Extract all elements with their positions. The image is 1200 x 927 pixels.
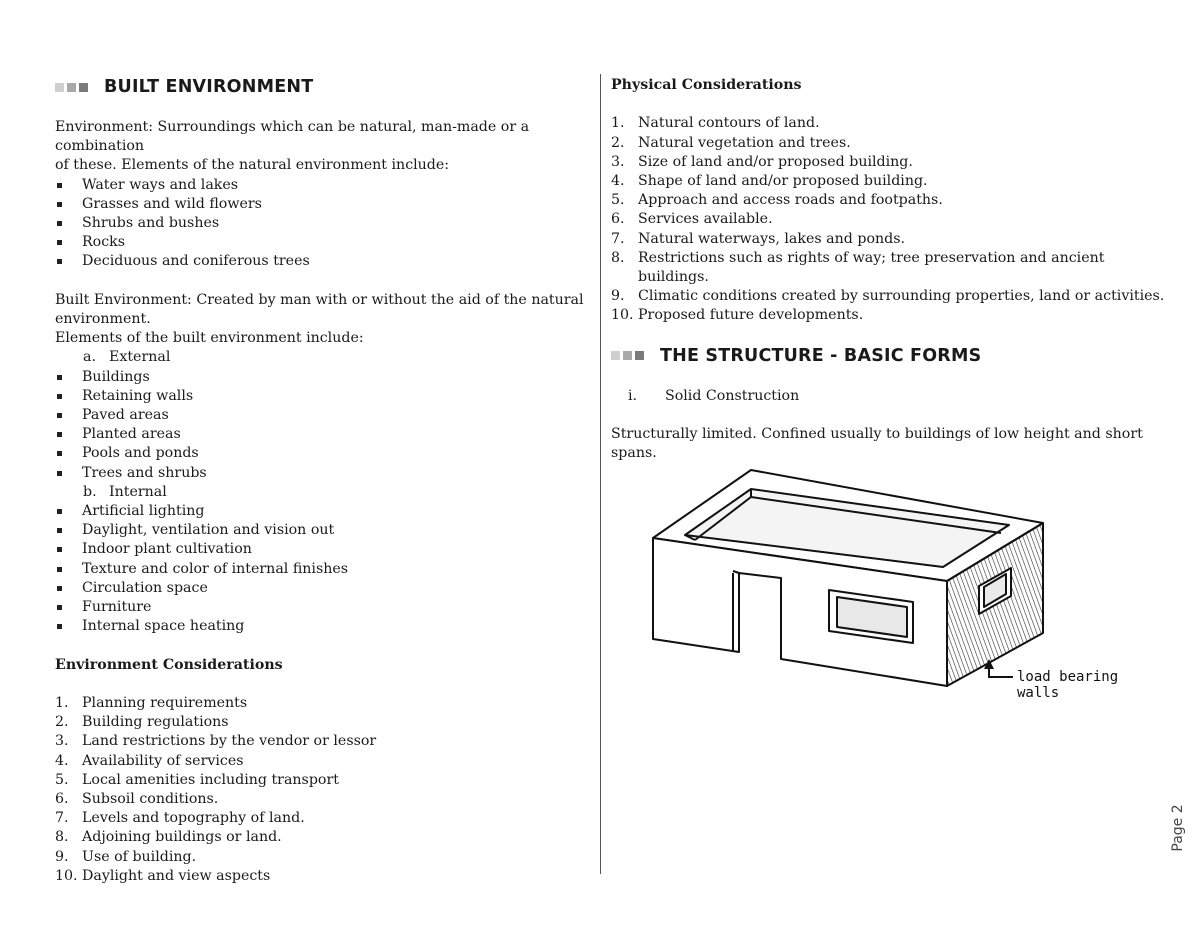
natural-elements-list [55,176,590,272]
subheading-internal: b. Internal [83,483,167,500]
heading-squares-icon [55,83,88,92]
figure-label: walls [1017,685,1060,701]
section-heading-built-environment: BUILT ENVIRONMENT [55,76,590,98]
list-item: Water ways and lakes [55,176,590,195]
list-item: Circulation space [55,579,590,598]
list-item: 10. Daylight and view aspects [55,867,271,884]
page-number: Page 2 [1170,804,1186,852]
list-item: 7. Natural waterways, lakes and ponds. [611,230,905,247]
list-item: 2. Building regulations [55,714,229,731]
list-item: 3. Land restrictions by the vendor or lessor [55,733,377,750]
list-item: 1. Natural contours of land. [611,115,820,132]
list-item: 9. Climatic conditions created by surrounding properties, land or activities. [611,288,1165,305]
list-item: 5. Local amenities including transport [55,771,339,788]
list-item: 10. Proposed future developments. [611,307,864,324]
list-item: 8. Restrictions such as rights of way; tree preservation and ancient buildings. [611,249,1105,286]
list-item: 1. Planning requirements [55,695,248,712]
built-text-line: Built Environment: Created by man with or without the aid of the natural [55,291,584,308]
intro-text-line: of these. Elements of the natural environment include: [55,157,450,174]
list-item: Retaining walls [55,387,590,406]
list-item: Buildings [55,368,590,387]
list-item: Daylight, ventilation and vision out [55,521,590,540]
subheading-external: a. External [83,349,171,366]
list-item: 3. Size of land and/or proposed building. [611,153,913,170]
list-item: Rocks [55,233,590,252]
list-item: 7. Levels and topography of land. [55,810,305,827]
env-considerations-title: Environment Considerations [55,656,283,673]
column-divider [600,74,601,874]
list-item: Shrubs and bushes [55,214,590,233]
figure-label: load bearing [1017,669,1119,685]
list-item: 4. Availability of services [55,752,244,769]
list-item: 5. Approach and access roads and footpaths. [611,192,943,209]
list-item: 9. Use of building. [55,848,197,865]
list-item: Texture and color of internal finishes [55,560,590,579]
env-considerations-list [55,694,590,886]
built-text-line: Elements of the built environment include: [55,330,364,347]
list-item: Indoor plant cultivation [55,540,590,559]
solid-text-line: Structurally limited. Confined usually to buildings of low height and short [611,426,1143,443]
physical-considerations-list [611,114,1171,325]
list-item: 8. Adjoining buildings or land. [55,829,282,846]
list-item: Pools and ponds [55,444,590,463]
external-elements-list [55,368,590,483]
subheading-solid-construction: i. Solid Construction [628,387,800,404]
built-text-line: environment. [55,311,151,328]
solid-construction-illustration [651,463,1131,703]
list-item: Grasses and wild flowers [55,195,590,214]
list-item: 2. Natural vegetation and trees. [611,134,851,151]
right-column [611,74,1171,463]
intro-text-line: Environment: Surroundings which can be natural, man-made or a combination [55,119,530,155]
solid-text-line: spans. [611,445,657,462]
list-item: Furniture [55,598,590,617]
heading-squares-icon [611,351,644,360]
list-item: Internal space heating [55,617,590,636]
list-item: Planted areas [55,425,590,444]
list-item: Paved areas [55,406,590,425]
list-item: Artificial lighting [55,502,590,521]
list-item: 6. Subsoil conditions. [55,791,219,808]
section-heading-structure: THE STRUCTURE - BASIC FORMS [611,345,1171,367]
list-item: Trees and shrubs [55,464,590,483]
internal-elements-list [55,502,590,636]
left-column [55,74,590,886]
list-item: Deciduous and coniferous trees [55,252,590,271]
physical-considerations-title: Physical Considerations [611,77,802,93]
list-item: 6. Services available. [611,211,773,228]
list-item: 4. Shape of land and/or proposed building. [611,173,928,189]
